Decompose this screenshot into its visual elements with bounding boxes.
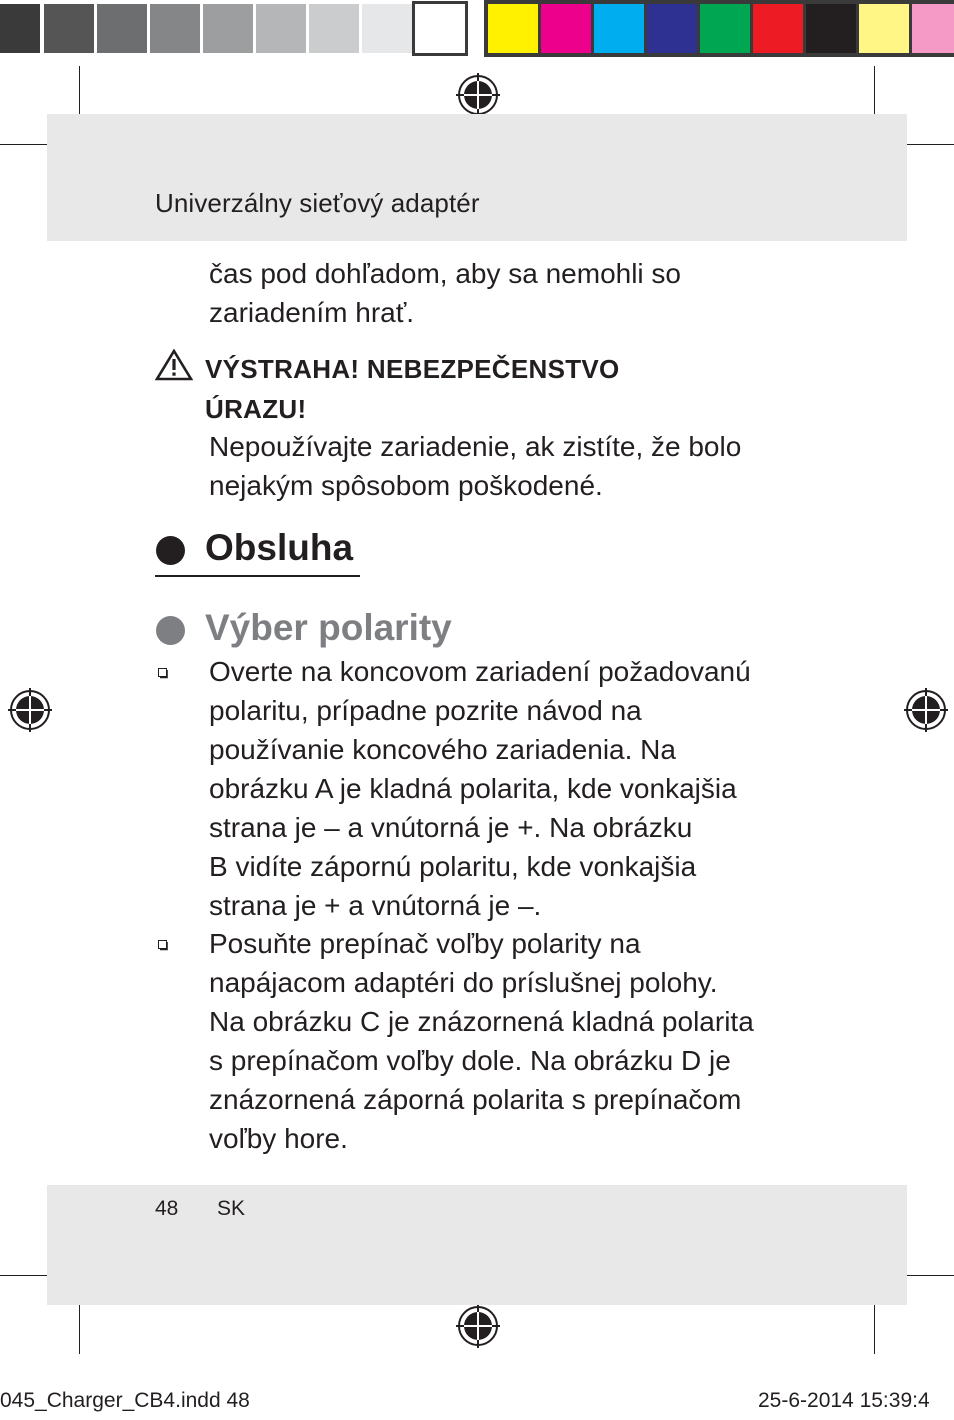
header-band xyxy=(47,114,907,241)
text-line: s prepínačom voľby dole. Na obrázku D je xyxy=(209,1045,731,1076)
registration-mark-icon xyxy=(904,688,948,732)
text-line: čas pod dohľadom, aby sa nemohli so xyxy=(209,258,682,289)
page-number: 48 xyxy=(155,1197,179,1220)
pink-swatch xyxy=(912,4,954,53)
text-line: nejakým spôsobom poškodené. xyxy=(209,470,603,501)
green-swatch xyxy=(700,4,750,53)
subsection-title: Výber polarity xyxy=(205,607,452,648)
subsection-bullet-icon xyxy=(156,616,185,645)
text-line: znázornená záporná polarita s prepínačom xyxy=(209,1084,742,1115)
gray-swatch xyxy=(97,4,147,53)
intro-paragraph xyxy=(209,254,809,332)
red-swatch xyxy=(753,4,803,53)
text-line: B vidíte zápornú polaritu, kde vonkajšia xyxy=(209,851,697,882)
text-line: polaritu, prípadne pozrite návod na xyxy=(209,695,642,726)
gray-swatch xyxy=(150,4,200,53)
slug-filename: 045_Charger_CB4.indd 48 xyxy=(0,1389,250,1412)
registration-mark-icon xyxy=(8,688,52,732)
warning-text xyxy=(209,427,809,505)
text-line: Posuňte prepínač voľby polarity na xyxy=(209,928,641,959)
section-title: Obsluha xyxy=(205,527,354,568)
light-yellow-swatch xyxy=(859,4,909,53)
gray-swatch xyxy=(415,4,465,53)
running-title: Univerzálny sieťový adaptér xyxy=(155,188,480,218)
text-line: Na obrázku C je znázornená kladná polarita xyxy=(209,1006,754,1037)
text-line: zariadením hrať. xyxy=(209,297,415,328)
yellow-swatch xyxy=(488,4,538,53)
text-line: strana je + a vnútorná je –. xyxy=(209,890,542,921)
black-swatch xyxy=(806,4,856,53)
text-line: používanie koncového zariadenia. Na xyxy=(209,734,676,765)
gray-swatch xyxy=(362,4,412,53)
magenta-swatch xyxy=(541,4,591,53)
registration-mark-icon xyxy=(456,73,500,117)
gray-swatch xyxy=(0,4,40,53)
gray-swatch xyxy=(44,4,94,53)
checkbox-bullet-icon xyxy=(157,939,169,951)
crop-mark xyxy=(79,1298,80,1354)
cyan-swatch xyxy=(594,4,644,53)
slug-datetime: 25-6-2014 15:39:4 xyxy=(758,1389,930,1412)
step-paragraph xyxy=(209,652,809,925)
language-code: SK xyxy=(217,1197,246,1220)
step-paragraph xyxy=(209,924,809,1158)
warning-triangle-icon xyxy=(155,349,193,381)
text-line: strana je – a vnútorná je +. Na obrázku xyxy=(209,812,693,843)
warning-title xyxy=(205,349,620,429)
registration-mark-icon xyxy=(456,1304,500,1348)
warning-title-line: VÝSTRAHA! NEBEZPEČENSTVO xyxy=(205,354,620,384)
text-line: Overte na koncovom zariadení požadovanú xyxy=(209,656,751,687)
gray-swatch xyxy=(256,4,306,53)
text-line: napájacom adaptéri do príslušnej polohy. xyxy=(209,967,718,998)
gray-swatch xyxy=(203,4,253,53)
warning-title-line: ÚRAZU! xyxy=(205,394,307,424)
crop-mark xyxy=(874,1298,875,1354)
text-line: Nepoužívajte zariadenie, ak zistíte, že bolo xyxy=(209,431,742,462)
section-bullet-icon xyxy=(156,536,185,565)
gray-swatch xyxy=(309,4,359,53)
checkbox-bullet-icon xyxy=(157,667,169,679)
text-line: voľby hore. xyxy=(209,1123,348,1154)
section-title-underline xyxy=(155,575,360,577)
blue-swatch xyxy=(647,4,697,53)
text-line: obrázku A je kladná polarita, kde vonkajšia xyxy=(209,773,737,804)
